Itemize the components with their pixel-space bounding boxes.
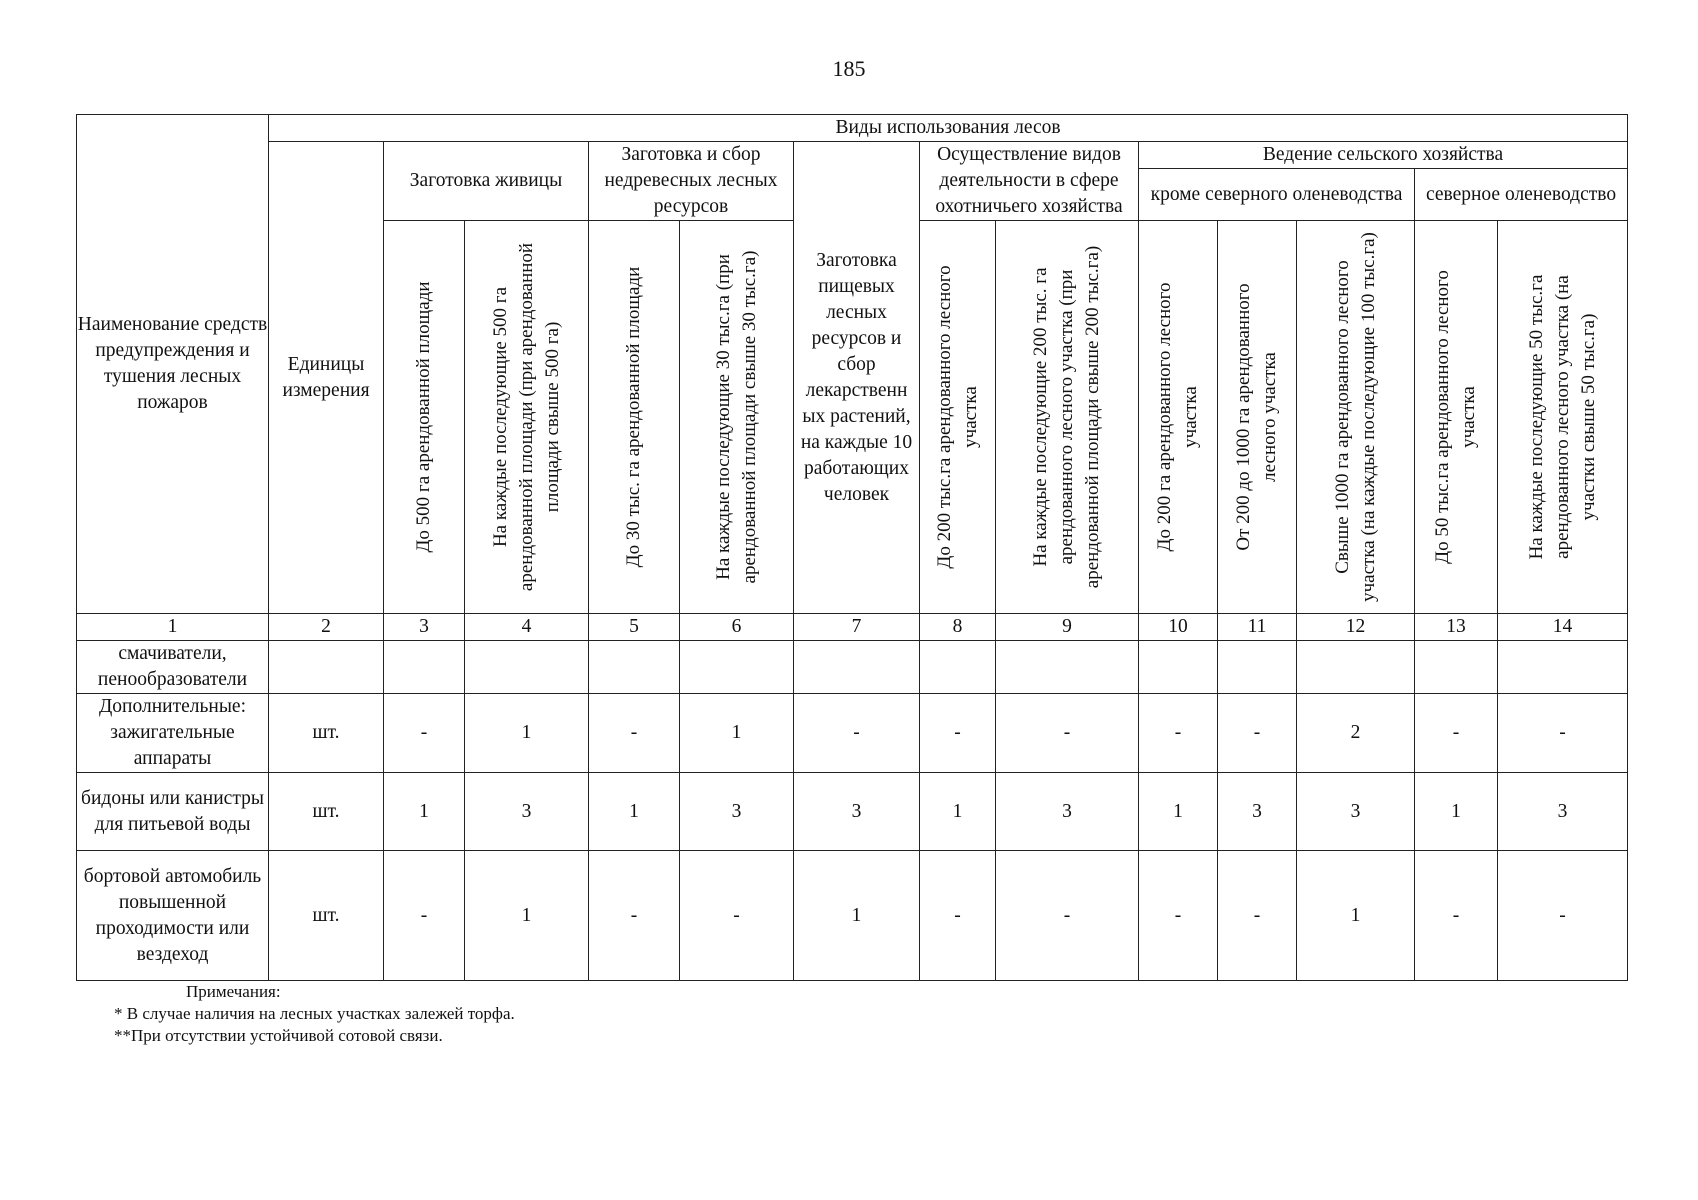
row-name: бортовой автомобиль повышенной проходимости или вездеход xyxy=(77,851,269,981)
table-cell xyxy=(1498,641,1628,694)
subheader-cell xyxy=(1218,221,1297,614)
table-cell: - xyxy=(920,694,996,773)
row-name: бидоны или канистры для питьевой воды xyxy=(77,773,269,851)
col-number: 12 xyxy=(1297,614,1415,641)
table-cell: 3 xyxy=(465,773,589,851)
table-cell: - xyxy=(1218,851,1297,981)
table-cell: 1 xyxy=(680,694,794,773)
table-cell xyxy=(1218,641,1297,694)
table-cell: - xyxy=(1218,694,1297,773)
table-cell xyxy=(680,641,794,694)
fire-equipment-table xyxy=(76,114,1628,981)
subheader-cell xyxy=(1498,221,1628,614)
table-cell: 1 xyxy=(589,773,680,851)
table-row xyxy=(77,694,1628,773)
table-cell xyxy=(996,641,1139,694)
note-item: * В случае наличия на лесных участках залежей торфа. xyxy=(114,1004,515,1023)
subheader-text: На каждые последующие 30 тыс.га (при арендованной площади свыше 30 тыс.га) xyxy=(712,250,760,584)
table-cell: - xyxy=(1415,694,1498,773)
table-cell: шт. xyxy=(269,851,384,981)
subheader-cell xyxy=(465,221,589,614)
table-cell xyxy=(1415,641,1498,694)
header-hunting: Осуществление видов деятельности в сфере охотничьего хозяйства xyxy=(920,142,1139,221)
table-row xyxy=(77,851,1628,981)
subheader-cell xyxy=(1415,221,1498,614)
table-cell: 1 xyxy=(465,851,589,981)
table-cell: - xyxy=(996,694,1139,773)
col-number: 5 xyxy=(589,614,680,641)
table-cell: 1 xyxy=(1139,773,1218,851)
table-cell: - xyxy=(680,851,794,981)
col-number: 6 xyxy=(680,614,794,641)
table-cell xyxy=(1297,641,1415,694)
subheader-text: До 500 га арендованной площади xyxy=(413,281,434,553)
subheader-cell xyxy=(680,221,794,614)
table-cell: 3 xyxy=(794,773,920,851)
table-cell: - xyxy=(1498,851,1628,981)
header-agri: Ведение сельского хозяйства xyxy=(1139,142,1628,169)
notes-title: Примечания: xyxy=(186,982,281,1001)
header-agri-north: северное оленеводство xyxy=(1415,169,1628,221)
table-cell xyxy=(920,641,996,694)
subheader-text: На каждые последующие 50 тыс.га арендованного лесного участка (на участки свыше 50 тыс.га) xyxy=(1525,274,1599,560)
table-cell: шт. xyxy=(269,773,384,851)
subheader-cell xyxy=(920,221,996,614)
subheader-cell xyxy=(1297,221,1415,614)
col-number: 1 xyxy=(77,614,269,641)
col-number: 10 xyxy=(1139,614,1218,641)
table-cell: - xyxy=(384,694,465,773)
header-forest-use: Виды использования лесов xyxy=(269,115,1628,142)
table-cell xyxy=(269,641,384,694)
table-cell: 3 xyxy=(680,773,794,851)
table-cell: 1 xyxy=(1297,851,1415,981)
table-cell xyxy=(589,641,680,694)
table-cell: - xyxy=(589,851,680,981)
table-cell: - xyxy=(794,694,920,773)
subheader-text: До 200 га арендованного лесного участка xyxy=(1154,282,1201,552)
table-cell: 1 xyxy=(920,773,996,851)
header-units-col: Единицы измерения xyxy=(269,142,384,614)
table-cell: - xyxy=(1139,851,1218,981)
table-cell: - xyxy=(1415,851,1498,981)
col-number: 8 xyxy=(920,614,996,641)
col-number: 7 xyxy=(794,614,920,641)
subheader-text: На каждые последующие 200 тыс. га арендованного лесного участка (при арендованной площади свыше 200 тыс.га) xyxy=(1030,245,1103,589)
col-number: 13 xyxy=(1415,614,1498,641)
page-number: 185 xyxy=(832,56,866,81)
table-cell: 1 xyxy=(465,694,589,773)
table-cell xyxy=(794,641,920,694)
col-number: 14 xyxy=(1498,614,1628,641)
subheader-text: От 200 до 1000 га арендованного лесного участка xyxy=(1233,283,1280,551)
table-cell: 3 xyxy=(996,773,1139,851)
row-name: смачиватели, пенообразователи xyxy=(77,641,269,694)
table-row xyxy=(77,641,1628,694)
table-cell: - xyxy=(996,851,1139,981)
header-name-col: Наименование средств предупреждения и тушения лесных пожаров xyxy=(77,115,269,614)
table-cell: 3 xyxy=(1498,773,1628,851)
col-number: 4 xyxy=(465,614,589,641)
header-food: Заготовка пищевых лесных ресурсов и сбор лекарственн ых растений, на каждые 10 работающих человек xyxy=(794,142,920,614)
table-cell: - xyxy=(384,851,465,981)
subheader-cell xyxy=(1139,221,1218,614)
subheader-text: До 30 тыс. га арендованной площади xyxy=(623,266,644,568)
table-cell: 1 xyxy=(794,851,920,981)
table-cell: шт. xyxy=(269,694,384,773)
subheader-text: Свыше 1000 га арендованного лесного участка (на каждые последующие 100 тыс.га) xyxy=(1331,232,1379,602)
notes xyxy=(0,981,515,1047)
col-number: 9 xyxy=(996,614,1139,641)
header-resin: Заготовка живицы xyxy=(384,142,589,221)
subheader-text: До 200 тыс.га арендованного лесного участка xyxy=(933,265,981,569)
subheader-text: До 50 тыс.га арендованного лесного участка xyxy=(1432,270,1479,564)
col-number: 2 xyxy=(269,614,384,641)
table-cell xyxy=(465,641,589,694)
subheader-text: На каждые последующие 500 га арендованной площади (при арендованной площади свыше 500 га) xyxy=(489,242,563,592)
table-cell: - xyxy=(920,851,996,981)
table-cell: - xyxy=(1498,694,1628,773)
table-cell xyxy=(384,641,465,694)
col-number: 11 xyxy=(1218,614,1297,641)
table-row xyxy=(77,773,1628,851)
note-item: **При отсутствии устойчивой сотовой связи. xyxy=(114,1026,443,1045)
table-cell: - xyxy=(589,694,680,773)
col-number: 3 xyxy=(384,614,465,641)
subheader-cell xyxy=(384,221,465,614)
table-cell: 1 xyxy=(1415,773,1498,851)
row-name: Дополнительные: зажигательные аппараты xyxy=(77,694,269,773)
table-cell: 1 xyxy=(384,773,465,851)
header-agri-non-north: кроме северного оленеводства xyxy=(1139,169,1415,221)
header-nonwood: Заготовка и сбор недревесных лесных ресурсов xyxy=(589,142,794,221)
column-number-row xyxy=(77,614,1628,641)
table-cell xyxy=(1139,641,1218,694)
subheader-cell xyxy=(996,221,1139,614)
table-cell: - xyxy=(1139,694,1218,773)
table-cell: 3 xyxy=(1218,773,1297,851)
table-cell: 3 xyxy=(1297,773,1415,851)
table-cell: 2 xyxy=(1297,694,1415,773)
subheader-cell xyxy=(589,221,680,614)
